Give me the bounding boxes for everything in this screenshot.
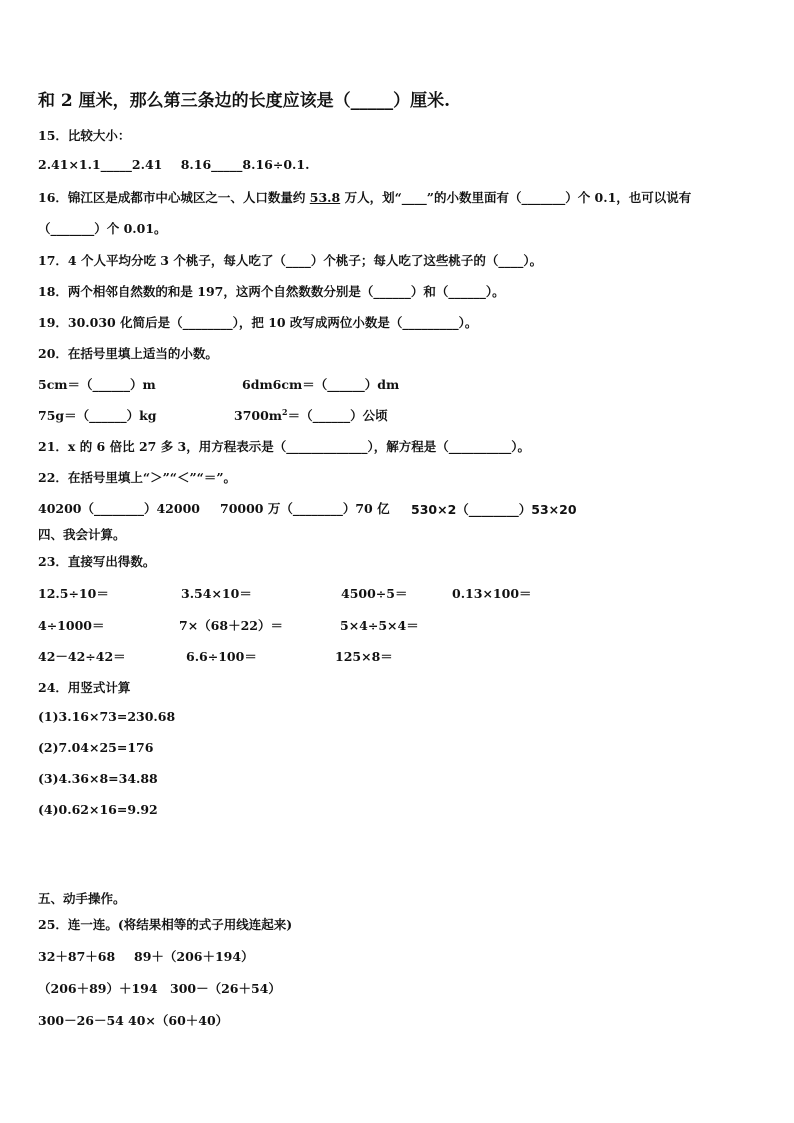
q20-d [234,406,388,424]
q20-a: 5cm＝（______）m [38,377,156,392]
q24-title: 24．用竖式计算 [38,680,131,695]
q22-a: 40200（________）42000 [38,501,200,516]
q23-r3-3: 125×8＝ [335,649,393,664]
q16-pre: 16．锦江区是成都市中心城区之一、人口数量约 [38,190,306,205]
q20-d-pre: 3700m [234,408,283,423]
q25-r2-left: （206＋89）＋194 [38,981,158,996]
q23-r3-1: 42－42÷42＝ [38,649,126,664]
q21: 21．x 的 6 倍比 27 多 3，用方程表示是（_____________），解方程是（__________）。 [38,439,530,454]
q25-r2-right: 300－（26＋54） [170,981,281,996]
q22-b: 70000 万（________）70 亿 [220,501,390,516]
q23-r3-2: 6.6÷100＝ [186,649,257,664]
q16-line1 [38,188,691,206]
q20-title: 20．在括号里填上适当的小数。 [38,346,218,361]
q25-title: 25．连一连。(将结果相等的式子用线连起来) [38,917,293,932]
q25-r3-left: 300－26－54 [38,1013,124,1028]
q25-r3-right: 40×（60＋40） [128,1013,229,1028]
q23-r2-3: 5×4÷5×4＝ [340,618,419,633]
q17: 17．4 个人平均分吃 3 个桃子，每人吃了（____）个桃子；每人吃了这些桃子的（____）。 [38,253,543,268]
q25-r1-left: 32＋87＋68 [38,949,116,964]
q23-r2-1: 4÷1000＝ [38,618,105,633]
q24-item-4: (4)0.62×16=9.92 [38,802,158,817]
q15-row: 2.41×1.1_____2.41 8.16_____8.16÷0.1. [38,157,310,172]
q23-title: 23．直接写出得数。 [38,554,156,569]
q20-c: 75g＝（______）kg [38,408,157,423]
q16-underlined: 53.8 [309,190,341,205]
q23-r1-3: 4500÷5＝ [341,586,408,601]
q23-r1-2: 3.54×10＝ [181,586,252,601]
section4-heading: 四、我会计算。 [38,527,126,542]
q20-b: 6dm6cm＝（______）dm [242,377,400,392]
q24-item-1: (1)3.16×73=230.68 [38,709,176,724]
q16-line2: （_______）个 0.01。 [38,221,167,236]
q22-title: 22．在括号里填上“＞”“＜”“＝”。 [38,470,237,485]
q20-d-post: ＝（______）公顷 [287,408,388,423]
q23-r2-2: 7×（68＋22）＝ [179,618,283,633]
q23-r1-4: 0.13×100＝ [452,586,532,601]
top-line: 和 2 厘米，那么第三条边的长度应该是（_____）厘米. [38,91,451,111]
q18: 18．两个相邻自然数的和是 197，这两个自然数数分别是（______）和（______）。 [38,284,505,299]
q20-d-sup: 2 [282,406,288,417]
q24-item-3: (3)4.36×8=34.88 [38,771,158,786]
section5-heading: 五、动手操作。 [38,891,126,906]
q25-r1-right: 89＋（206＋194） [134,949,254,964]
q24-item-2: (2)7.04×25=176 [38,740,154,755]
q15-title: 15．比较大小： [38,128,131,143]
q23-r1-1: 12.5÷10＝ [38,586,109,601]
q22-c: 530×2（________）53×20 [411,502,577,517]
q16-post: 万人，划“____”的小数里面有（_______）个 0.1，也可以说有 [344,190,692,205]
q19: 19．30.030 化简后是（________），把 10 改写成两位小数是（_________）。 [38,315,478,330]
